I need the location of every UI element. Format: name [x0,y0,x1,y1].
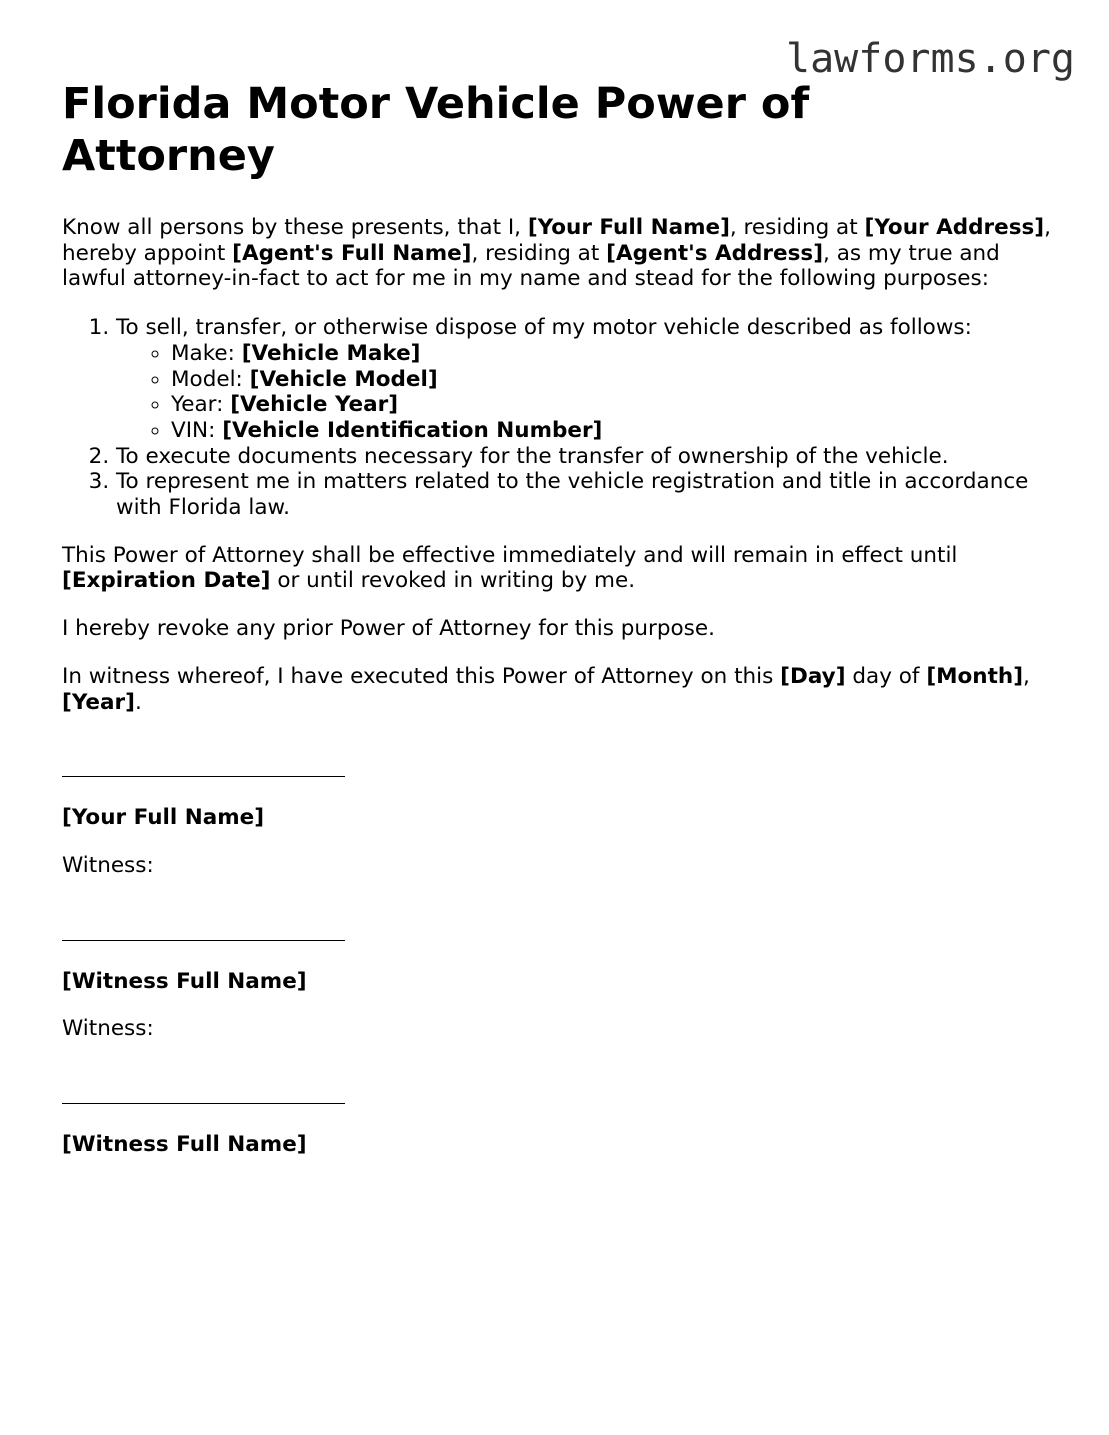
witness-2-signature-rule [62,1085,345,1104]
principal-name-placeholder: [Your Full Name] [527,215,730,240]
vehicle-vin [171,418,1052,444]
witness-1-signature-line [62,922,1052,948]
intro-text-1: Know all persons by these presents, that I, [62,215,528,240]
month-placeholder: [Month] [926,663,1024,689]
document-title: Florida Motor Vehicle Power of Attorney [62,79,810,181]
revoke-paragraph: I hereby revoke any prior Power of Attorney for this purpose. [62,616,715,642]
intro-text-2: , residing at [729,215,865,240]
principal-address-placeholder: [Your Address] [864,215,1045,240]
intro-text-3: , hereby appoint [62,215,1051,266]
execution-text-3: , [1023,663,1030,689]
power-item-documents: 2. To execute documents necessary for the transfer of ownership of the vehicle. [116,444,1052,470]
day-placeholder: [Day] [780,663,846,689]
vehicle-vin-label: VIN: [171,417,223,443]
effective-paragraph [62,543,1052,594]
power-item-sell-text: To sell, transfer, or otherwise dispose of my motor vehicle described as follows: [116,315,972,341]
effective-text-1: This Power of Attorney shall be effective immediately and will remain in effect until [62,542,958,568]
powers-list [62,315,1052,521]
vehicle-year-label: Year: [171,392,231,418]
expiration-date-placeholder: [Expiration Date] [62,568,271,594]
witness-1-label: Witness: [62,852,154,878]
intro-text-5: , as my true and lawful attorney-in-fact to act for me in my name and stead for the following purposes: [62,240,1000,292]
vehicle-year [171,392,1052,418]
vehicle-model-label: Model: [171,366,250,392]
witness-2-label: Witness: [62,1016,154,1042]
intro-text-4: , residing at [471,240,607,266]
principal-signature-name [62,805,1052,831]
execution-text-2: day of [845,663,927,689]
vehicle-make [171,341,1052,367]
vehicle-details-list [116,341,1052,444]
vehicle-make-label: Make: [171,340,242,366]
year-placeholder: [Year] [62,689,135,715]
witness-1-name [62,969,1052,995]
witness-2-signature-line [62,1085,1052,1111]
execution-text-1: In witness whereof, I have executed this Power of Attorney on this [62,663,781,689]
watermark: lawforms.org [786,36,1075,82]
agent-name-placeholder: [Agent's Full Name] [232,240,472,266]
witness-2-name-text: [Witness Full Name] [62,1132,307,1158]
witness-1-signature-rule [62,922,345,941]
witness-1-name-text: [Witness Full Name] [62,968,307,994]
witness-2-name [62,1132,1052,1158]
principal-signature-rule [62,758,345,777]
intro-paragraph [62,215,1052,292]
execution-paragraph [62,664,1052,715]
principal-signature-line [62,758,1052,784]
agent-address-placeholder: [Agent's Address] [606,240,824,266]
vehicle-model [171,367,1052,393]
power-item-registration: 3. To represent me in matters related to the vehicle registration and title in accordance with Florida law. [116,469,1052,520]
document-body [62,78,1052,1158]
power-item-sell [116,315,1052,444]
vehicle-model-placeholder: [Vehicle Model] [249,366,438,392]
vehicle-make-placeholder: [Vehicle Make] [241,340,421,366]
principal-signature-name-text: [Your Full Name] [62,805,265,831]
effective-text-2: or until revoked in writing by me. [270,568,636,594]
vehicle-vin-placeholder: [Vehicle Identification Number] [222,417,603,443]
vehicle-year-placeholder: [Vehicle Year] [230,392,399,418]
execution-text-4: . [134,689,142,715]
